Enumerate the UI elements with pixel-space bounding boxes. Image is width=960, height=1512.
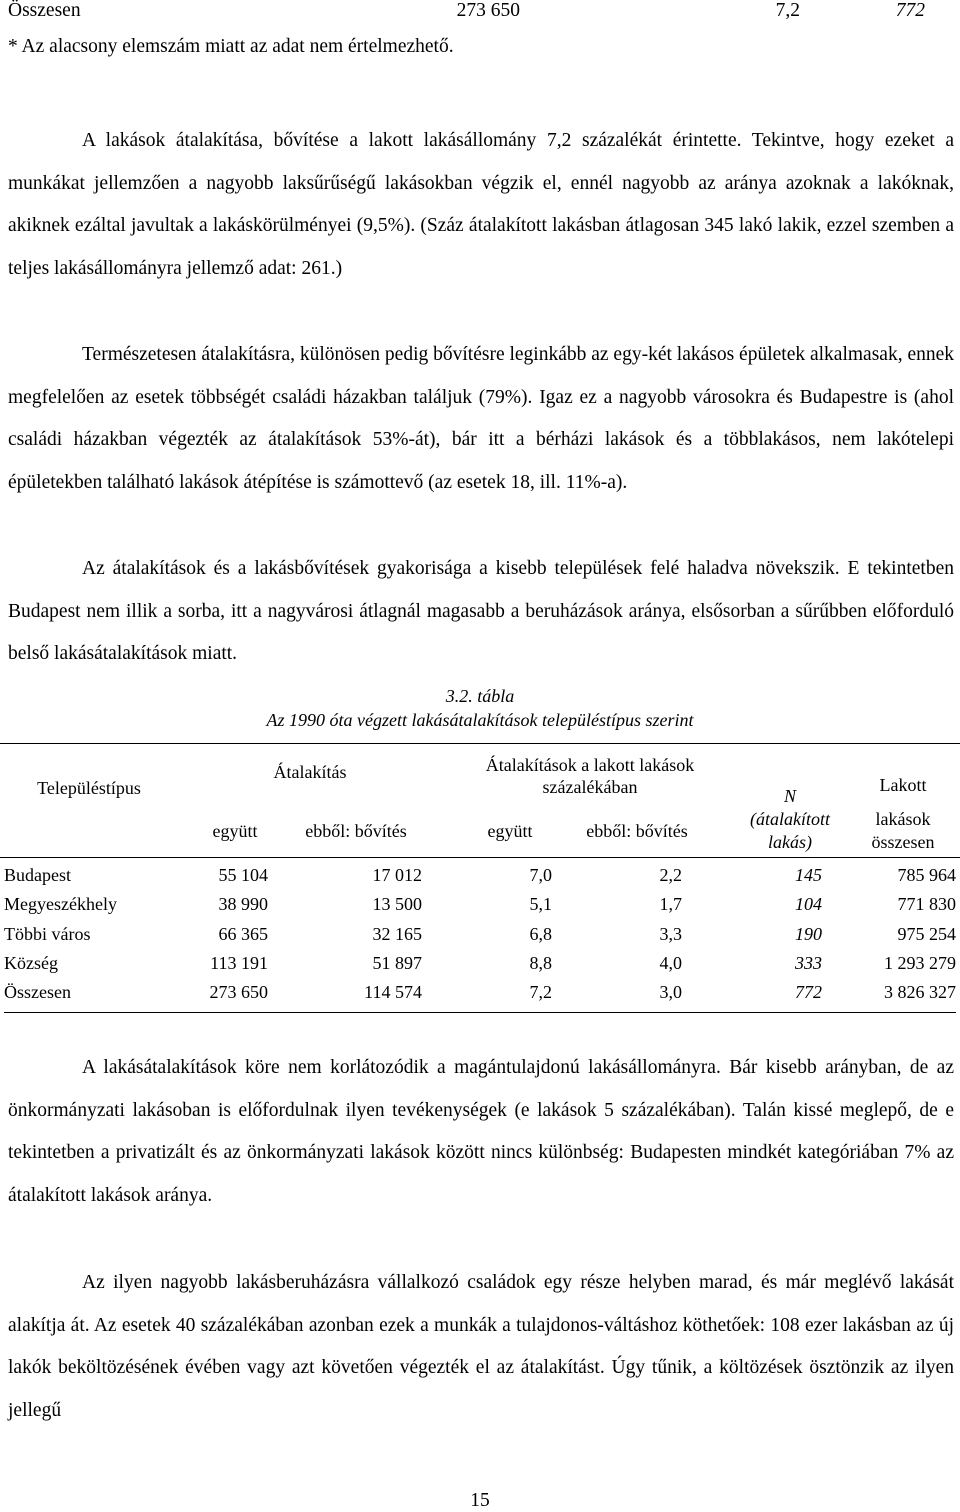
cell-type: Összesen [4, 982, 71, 1003]
cell-pct-ext: 2,2 [659, 865, 682, 886]
paragraph-2: Természetesen átalakításra, különösen pedig bővítésre leginkább az egy-két lakásos épületek alkalmasak, ennek megfelelően az esetek többségét családi házakban találjuk (79%). Igaz ez a nagyobb városokra és Budapestre is (ahol családi házakban végezték az átalakítások 53%-át), bár itt a bérházi lakások és a többlakásos, nem lakótelepi épületekben található lakások átépítése is számottevő (az esetek 18, ill. 11%-a). [8, 344, 955, 493]
cell-pct-ext: 1,7 [659, 894, 682, 915]
cell-ext: 17 012 [372, 865, 422, 886]
cell-stock: 3 826 327 [884, 982, 956, 1003]
header-stock-line2: lakások [875, 809, 931, 829]
table-row [4, 949, 956, 978]
cell-type: Megyeszékhely [4, 894, 117, 915]
cell-total: 273 650 [209, 982, 268, 1003]
header-stock-line1: Lakott [879, 775, 927, 795]
cell-pct-total: 7,0 [529, 865, 552, 886]
table-row [4, 920, 956, 949]
cell-type: Budapest [4, 865, 71, 886]
header-group-pct-line2: százalékában [542, 777, 638, 797]
prev-table-total-pct: 7,2 [775, 0, 800, 21]
cell-stock: 1 293 279 [884, 953, 956, 974]
header-n-line2: (átalakított [750, 809, 830, 829]
cell-total: 113 191 [210, 953, 268, 974]
paragraph-5: Az ilyen nagyobb lakásberuházásra vállalkozó családok egy része helyben marad, és már meglévő lakását alakítja át. Az esetek 40 százalékában azonban ezek a munkák a tulajdonos-váltáshoz köthetőek: 108 ezer lakásban az új lakók beköltözésének évében vagy azt követően végezték el az átalakítást. Úgy tűnik, a költözések ösztönzik az ilyen jellegű [8, 1272, 954, 1421]
cell-type: Többi város [4, 923, 91, 944]
table-row [4, 978, 956, 1007]
header-stock-line3: összesen [871, 832, 935, 852]
cell-pct-total: 7,2 [529, 982, 552, 1003]
cell-n: 772 [795, 982, 822, 1003]
cell-total: 55 104 [218, 865, 268, 886]
cell-stock: 785 964 [897, 865, 956, 886]
paragraph-1: A lakások átalakítása, bővítése a lakott lakásállomány 7,2 százalékát érintette. Tekintve, hogy ezeket a munkákat jellemzően a nagyobb laksűrűségű lakásokban végzik el, ennél nagyobb az aránya azoknak a lakóknak, akiknek ezáltal javultak a lakáskörülményei (9,5%). (Száz átalakított lakásban átlagosan 345 lakó lakik, ezzel szemben a teljes lakásállományra jellemző adat: 261.) [8, 130, 954, 279]
table-row [4, 861, 956, 890]
cell-ext: 32 165 [372, 923, 422, 944]
cell-pct-ext: 3,0 [659, 982, 682, 1003]
table-number: 3.2. tábla [445, 686, 515, 706]
prev-table-total-count: 772 [895, 0, 925, 21]
page-number: 15 [470, 1490, 490, 1511]
cell-ext: 114 574 [364, 982, 422, 1003]
paragraph-3: Az átalakítások és a lakásbővítések gyakorisága a kisebb települések felé haladva növekszik. E tekintetben Budapest nem illik a sorba, itt a nagyvárosi átlagnál magasabb a beruházások aránya, elsősorban a sűrűbben előforduló belső lakásátalakítások miatt. [8, 558, 954, 664]
header-n-line1: N [783, 786, 796, 806]
cell-n: 104 [795, 894, 822, 915]
cell-pct-total: 6,8 [529, 923, 552, 944]
cell-ext: 13 500 [372, 894, 422, 915]
cell-pct-ext: 3,3 [659, 923, 682, 944]
cell-pct-total: 5,1 [529, 894, 552, 915]
cell-n: 190 [795, 923, 822, 944]
prev-table-total-n: 273 650 [456, 0, 520, 21]
header-group-pct-line1: Átalakítások a lakott lakások [485, 755, 695, 775]
table-header-rule [0, 857, 960, 858]
cell-total: 38 990 [218, 894, 268, 915]
header-group-alteration: Átalakítás [273, 762, 347, 782]
header-sub-extension: ebből: bővítés [305, 821, 407, 841]
cell-pct-ext: 4,0 [659, 953, 682, 974]
data-table [4, 861, 956, 1007]
cell-pct-total: 8,8 [529, 953, 552, 974]
cell-total: 66 365 [218, 923, 268, 944]
header-n-line3: lakás) [768, 832, 812, 852]
paragraph-4: A lakásátalakítások köre nem korlátozódik a magántulajdonú lakásállományra. Bár kisebb arányban, de az önkormányzati lakásoban is előfordulnak ilyen tevékenységek (e lakások 5 százalékában). Talán kissé meglepő, de e tekintetben a privatizált és az önkormányzati lakások között nincs különbség: Budapesten mindkét kategóriában 7% az átalakított lakások aránya. [8, 1057, 954, 1206]
header-type: Településtípus [37, 778, 141, 798]
table-top-rule [0, 743, 960, 744]
prev-table-total-label: Összesen [8, 0, 81, 21]
table-title: Az 1990 óta végzett lakásátalakítások településtípus szerint [266, 710, 694, 730]
header-sub-extension-pct: ebből: bővítés [586, 821, 688, 841]
header-sub-total-pct: együtt [487, 821, 533, 841]
footnote: * Az alacsony elemszám miatt az adat nem értelmezhető. [8, 36, 454, 57]
table-bottom-rule [4, 1012, 956, 1013]
header-sub-total: együtt [212, 821, 258, 841]
cell-stock: 771 830 [897, 894, 956, 915]
cell-n: 333 [795, 953, 822, 974]
cell-type: Község [4, 953, 58, 974]
cell-ext: 51 897 [372, 953, 422, 974]
cell-stock: 975 254 [897, 923, 956, 944]
table-row [4, 890, 956, 919]
cell-n: 145 [795, 865, 822, 886]
